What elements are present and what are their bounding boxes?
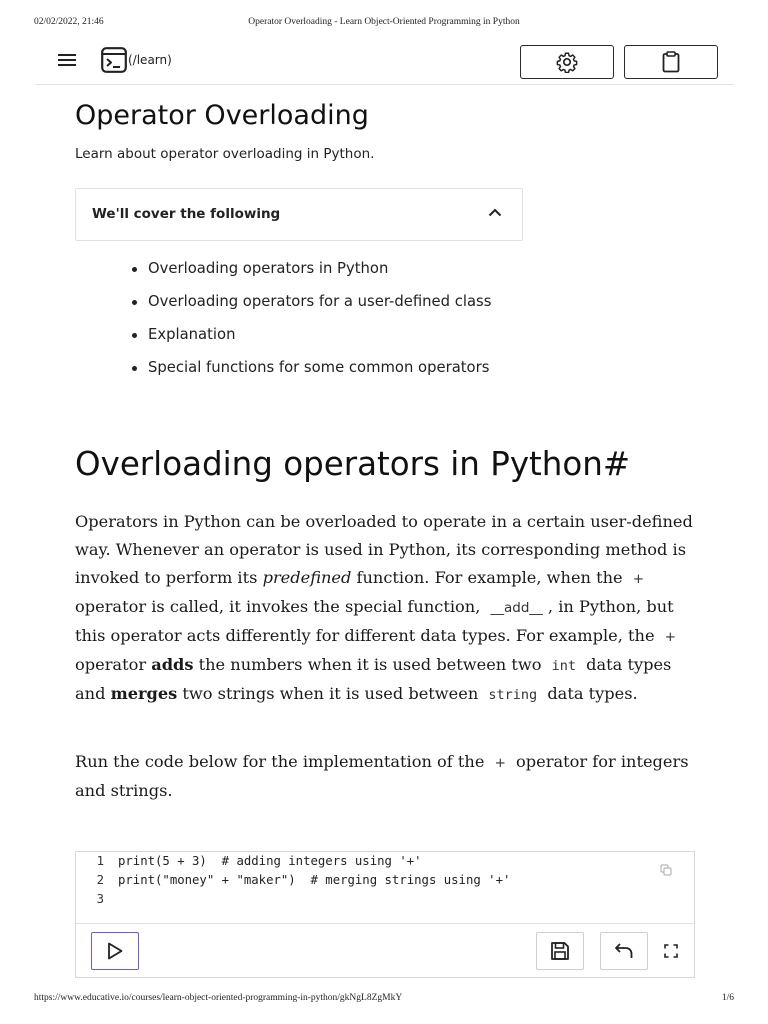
code-line	[76, 890, 118, 909]
learn-home-link[interactable]	[101, 47, 172, 73]
copy-icon	[660, 864, 672, 876]
text: data types and	[75, 655, 672, 703]
inline-code: int	[551, 658, 576, 674]
text: function. For example, when the	[351, 568, 628, 587]
text: data types.	[542, 684, 638, 703]
toc-item[interactable]	[148, 258, 491, 291]
copy-code-button[interactable]	[660, 861, 672, 873]
clipboard-button[interactable]	[624, 45, 718, 79]
code-line	[76, 871, 510, 890]
intro-paragraph	[75, 508, 695, 709]
line-number: 1	[96, 854, 104, 868]
inline-operator: +	[664, 629, 676, 645]
section-heading: Overloading operators in Python#	[75, 445, 631, 483]
bold-text: merges	[110, 684, 178, 703]
save-icon	[550, 941, 570, 961]
toc-link-special-functions[interactable]: Special functions for some common operators	[148, 359, 490, 376]
print-page-number: 1/6	[721, 993, 734, 1003]
toc-item[interactable]	[148, 357, 491, 390]
hamburger-icon	[58, 53, 76, 67]
code-text: print("money" + "maker") # merging strings using '+'	[118, 873, 511, 887]
text: operator is called, it invokes the special function,	[75, 597, 486, 616]
undo-icon	[614, 942, 634, 960]
terminal-icon	[101, 47, 127, 73]
text: Run the code below for the implementation of the	[75, 752, 490, 771]
text: Operators in Python can be overloaded to operate in a certain user-defined way. Whenever an operator is used in Python, its corresponding method is invoked to perform its	[75, 512, 693, 587]
text: two strings when it is used between	[177, 684, 484, 703]
save-button[interactable]	[536, 932, 584, 970]
code-widget	[75, 851, 695, 978]
text: , in Python, but this operator acts differently for different data types. For example, the	[75, 597, 674, 645]
page-subtitle: Learn about operator overloading in Python.	[75, 146, 375, 162]
settings-button[interactable]	[520, 45, 614, 79]
menu-button[interactable]	[56, 50, 78, 70]
top-navigation-bar	[36, 40, 734, 85]
toc-item[interactable]	[148, 291, 491, 324]
page-title: Operator Overloading	[75, 100, 369, 131]
inline-operator: +	[494, 755, 506, 771]
text: operator	[75, 655, 152, 674]
gear-icon	[556, 51, 578, 73]
print-datetime: 02/02/2022, 21:46	[34, 17, 104, 27]
play-icon	[107, 942, 123, 960]
code-text: print(5 + 3) # adding integers using '+'	[118, 854, 422, 868]
run-code-paragraph	[75, 748, 695, 805]
fullscreen-icon	[664, 944, 678, 958]
line-number: 2	[96, 873, 104, 887]
run-button[interactable]	[91, 932, 139, 970]
print-url: https://www.educative.io/courses/learn-object-oriented-programming-in-python/gkNgL8ZgMkY	[34, 993, 403, 1003]
chevron-up-icon	[488, 208, 502, 217]
reset-code-button[interactable]	[600, 932, 648, 970]
code-line	[76, 852, 422, 871]
toc-heading: We'll cover the following	[92, 206, 281, 222]
print-header	[34, 17, 734, 31]
table-of-contents-toggle[interactable]	[75, 188, 523, 241]
toc-link-user-defined-class[interactable]: Overloading operators for a user-defined class	[148, 293, 492, 310]
clipboard-icon	[662, 51, 680, 73]
toc-link-overloading-operators[interactable]: Overloading operators in Python	[148, 260, 389, 277]
inline-code: string	[488, 687, 538, 703]
bold-text: adds	[151, 655, 194, 674]
code-editor[interactable]	[76, 852, 694, 924]
print-doc-title: Operator Overloading - Learn Object-Oriented Programming in Python	[248, 17, 520, 27]
fullscreen-button[interactable]	[660, 940, 682, 962]
print-footer	[34, 993, 734, 1007]
toc-item[interactable]	[148, 324, 491, 357]
toc-link-explanation[interactable]: Explanation	[148, 326, 236, 343]
line-number: 3	[96, 892, 104, 906]
inline-function-name: __add__	[490, 600, 543, 616]
emphasis-text: predefined	[262, 568, 352, 587]
learn-link-label: (/learn)	[128, 53, 172, 67]
text: operator for integers and strings.	[75, 752, 689, 800]
inline-operator: +	[632, 571, 645, 587]
text: the numbers when it is used between two	[193, 655, 547, 674]
toc-list	[148, 258, 491, 390]
